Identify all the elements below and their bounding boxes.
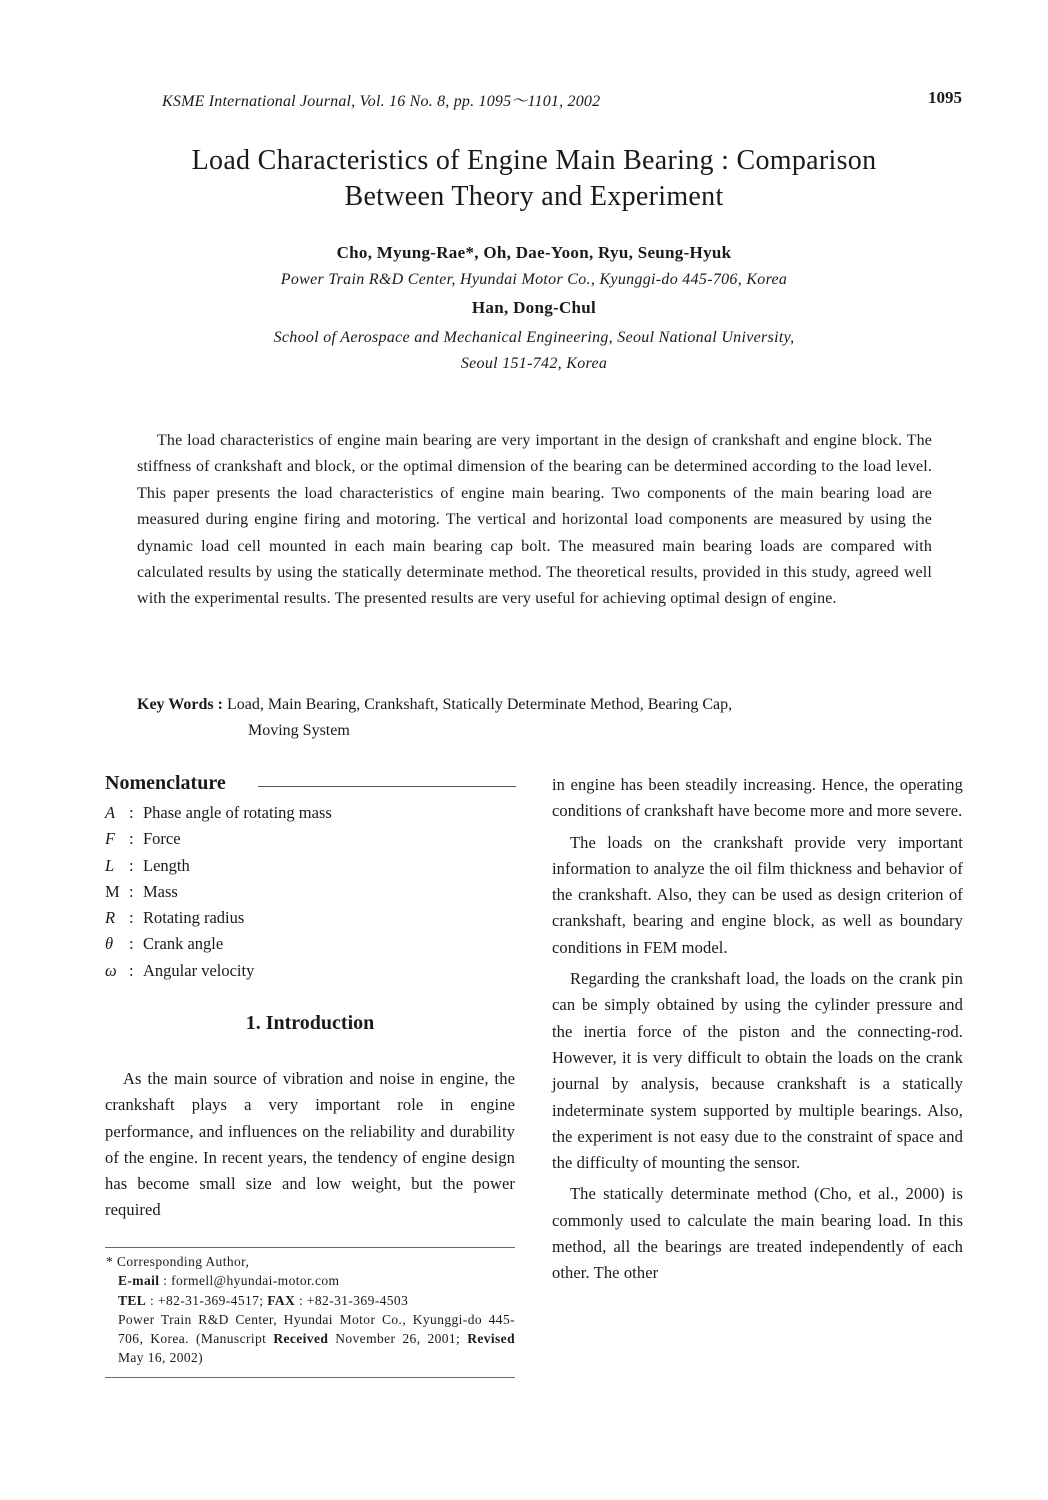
- nomenclature-heading: Nomenclature: [105, 772, 226, 794]
- page-number: 1095: [928, 88, 962, 107]
- keywords-line-2: Moving System: [248, 722, 350, 739]
- nomenclature-desc: Length: [143, 855, 190, 875]
- nomenclature-item: ω : Angular velocity: [105, 958, 332, 984]
- paper-title: [0, 143, 1048, 215]
- intro-paragraph-1: As the main source of vibration and noise in engine, the crankshaft plays a very important role in engine performance, and influences on the reliability and durability of the engine. In recent years, the tendency of engine design has become small size and low weight, but the power required: [105, 1069, 515, 1220]
- nomenclature-item: R : Rotating radius: [105, 905, 332, 931]
- footnote: [106, 1252, 515, 1368]
- nomenclature-desc: Angular velocity: [143, 960, 255, 980]
- nomenclature-item: θ : Crank angle: [105, 931, 332, 957]
- nomenclature-desc: Rotating radius: [143, 908, 245, 928]
- nomenclature-item: A : Phase angle of rotating mass: [105, 800, 332, 826]
- nomenclature-item: F : Force: [105, 826, 332, 852]
- keywords-label: Key Words :: [137, 696, 223, 713]
- nomenclature-symbol: ω: [105, 960, 117, 980]
- nomenclature-symbol: θ: [105, 934, 114, 954]
- footnote-email: E-mail : formell@hyundai-motor.com: [118, 1273, 340, 1289]
- keywords-line-1: Load, Main Bearing, Crankshaft, Statically Determinate Method, Bearing Cap,: [226, 696, 733, 713]
- nomenclature-desc: Force: [143, 829, 181, 849]
- nomenclature-item: L : Length: [105, 853, 332, 879]
- nomenclature-symbol: F: [105, 829, 116, 849]
- corresponding-author: * Corresponding Author,: [106, 1254, 250, 1269]
- intro-paragraph-1-cont: in engine has been steadily increasing. Hence, the operating conditions of crankshaft have become more and more severe.: [552, 775, 963, 821]
- nomenclature-rule: [258, 786, 516, 787]
- nomenclature-desc: Phase angle of rotating mass: [143, 803, 332, 822]
- nomenclature-symbol: R: [105, 908, 116, 928]
- footnote-address: Power Train R&D Center, Hyundai Motor Co., Kyunggi-do 445-706, Korea. (Manuscript Received November 26, 2001; Revised May 16, 2002): [118, 1311, 515, 1366]
- nomenclature-list: [105, 800, 332, 984]
- title-line-2: Between Theory and Experiment: [344, 181, 724, 212]
- affiliation-2-line-2: Seoul 151-742, Korea: [460, 355, 608, 372]
- affiliation-1: Power Train R&D Center, Hyundai Motor Co., Kyunggi-do 445-706, Korea: [280, 271, 788, 288]
- nomenclature-item: M : Mass: [105, 879, 332, 905]
- title-line-1: Load Characteristics of Engine Main Bearing : Comparison: [191, 145, 877, 176]
- footnote-phone: TEL : +82-31-369-4517; FAX : +82-31-369-4503: [118, 1292, 409, 1308]
- intro-paragraph-4: The statically determinate method (Cho, et al., 2000) is commonly used to calculate the main bearing load. In this method, all the bearings are treated independently of each other. The other: [552, 1184, 963, 1283]
- footnote-bottom-rule: [105, 1377, 515, 1378]
- nomenclature-symbol: A: [105, 803, 116, 822]
- affiliation-2: [0, 325, 1048, 377]
- abstract: The load characteristics of engine main bearing are very important in the design of crankshaft and engine block. The stiffness of crankshaft and block, or the optimal dimension of the bearing can be determined according to the load level. This paper presents the load characteristics of engine main bearing. Two components of the main bearing load are measured during engine firing and motoring. The vertical and horizontal load components are measured by using the dynamic load cell mounted in each main bearing cap bolt. The measured main bearing loads are compared with calculated results by using the statically determinate method. The theoretical results, provided in this study, agreed well with the experimental results. The presented results are very useful for achieving optimal design of engine.: [137, 432, 932, 608]
- left-column: [105, 1066, 515, 1224]
- introduction-heading: 1. Introduction: [245, 1012, 375, 1034]
- nomenclature-desc: Crank angle: [143, 934, 224, 954]
- nomenclature-symbol: L: [105, 855, 115, 875]
- footnote-rule: [105, 1247, 515, 1248]
- intro-paragraph-2: The loads on the crankshaft provide very important information to analyze the oil film thickness and behavior of the crankshaft. Also, they can be used as design criterion of crankshaft, bearing and engine block, as well as boundary conditions in FEM model.: [552, 832, 963, 957]
- intro-paragraph-3: Regarding the crankshaft load, the loads on the crank pin can be simply obtained by using the cylinder pressure and the inertia force of the piston and the connecting-rod. However, it is very difficult to obtain the loads on the crank journal by analysis, because crankshaft is a statically indeterminate system supported by multiple bearings. Also, the experiment is not easy due to the constraint of space and the difficulty of mounting the sensor.: [552, 969, 963, 1173]
- nomenclature-symbol: M: [105, 881, 120, 901]
- nomenclature-desc: Mass: [143, 881, 178, 901]
- author-list-1: Cho, Myung-Rae*, Oh, Dae-Yoon, Ryu, Seung-Hyuk: [336, 243, 732, 262]
- keywords: [137, 692, 937, 744]
- author-list-2: Han, Dong-Chul: [471, 298, 597, 317]
- right-column: [552, 772, 963, 1292]
- affiliation-2-line-1: School of Aerospace and Mechanical Engineering, Seoul National University,: [273, 329, 795, 346]
- journal-header: KSME International Journal, Vol. 16 No. 8, pp. 1095～1101, 2002: [162, 93, 601, 110]
